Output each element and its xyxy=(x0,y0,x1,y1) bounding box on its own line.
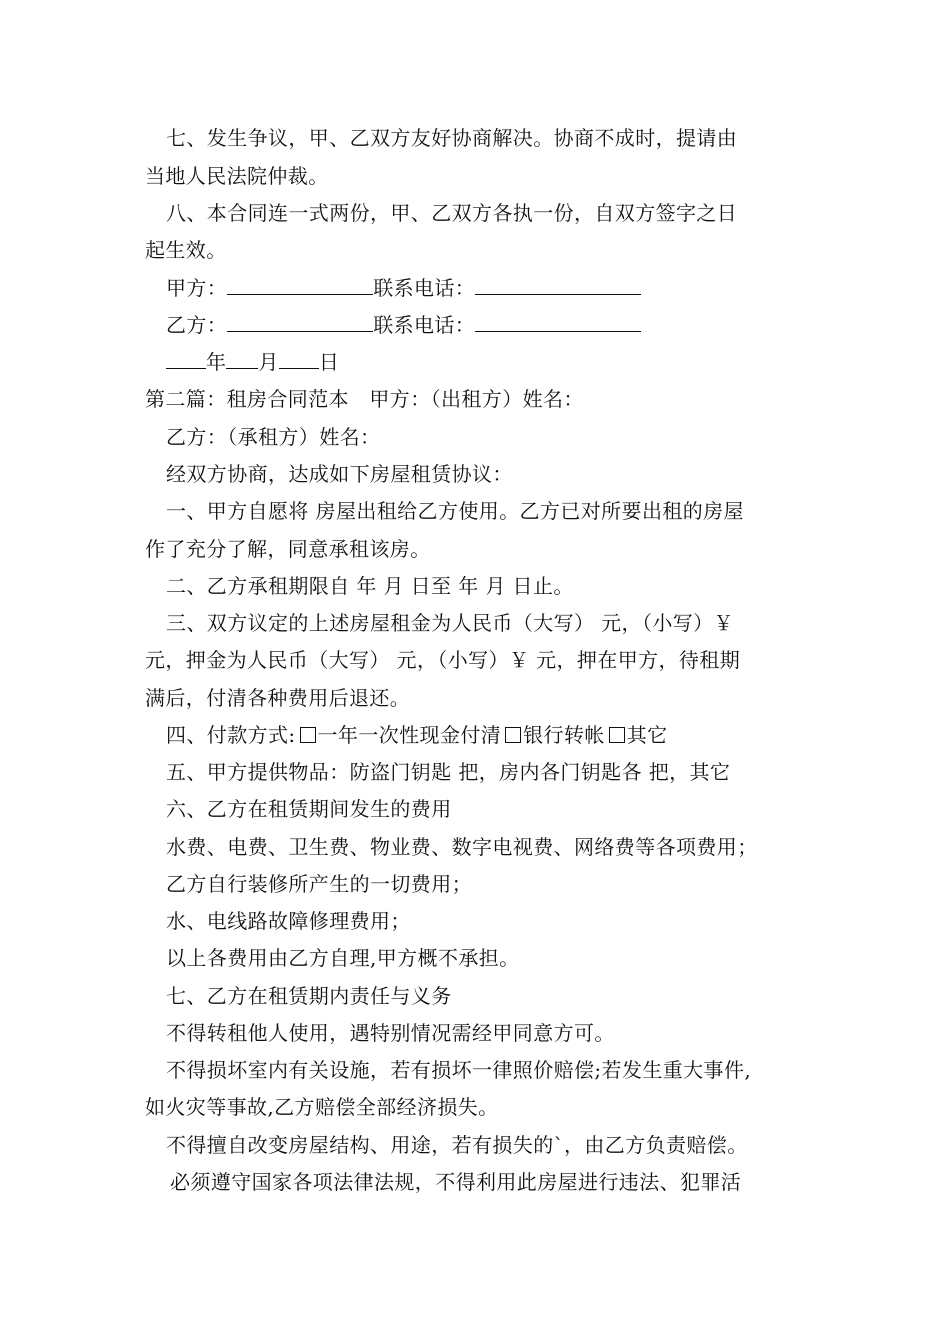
checkbox-other[interactable] xyxy=(609,727,625,743)
clause-8-copies-line1: 八、本合同连一式两份，甲、乙双方各执一份，自双方签字之日 xyxy=(166,201,738,225)
party-b-phone-blank xyxy=(475,313,641,332)
party-a-phone-blank xyxy=(475,276,641,295)
party-b-label: 乙方： xyxy=(166,313,228,337)
clause-7-dispute-line2: 当地人民法院仲裁。 xyxy=(145,164,329,188)
year-label: 年 xyxy=(206,350,227,374)
month-label: 月 xyxy=(258,350,279,374)
clause-3-line1: 三、双方议定的上述房屋租金为人民币（大写） 元，（小写）￥ xyxy=(166,611,734,635)
party-a-label: 甲方： xyxy=(166,276,228,300)
clause-7-dispute-line1: 七、发生争议，甲、乙双方友好协商解决。协商不成时，提请由 xyxy=(166,126,738,150)
option-bank-transfer: 银行转帐 xyxy=(523,723,605,747)
clause-4-payment xyxy=(166,723,836,747)
clause-7-item-4: 必须遵守国家各项法律法规，不得利用此房屋进行违法、犯罪活 xyxy=(170,1170,742,1194)
second-article-title: 第二篇：租房合同范本 甲方：（出租方）姓名： xyxy=(145,387,584,411)
clause-3-line2: 元，押金为人民币（大写） 元，（小写）￥ 元，押在甲方，待租期 xyxy=(145,648,741,672)
clause-7-item-2-line1: 不得损坏室内有关设施，若有损坏一律照价赔偿;若发生重大事件, xyxy=(166,1058,752,1082)
clause-7-item-1: 不得转租他人使用，遇特别情况需经甲同意方可。 xyxy=(166,1021,615,1045)
option-other: 其它 xyxy=(626,723,668,747)
party-a-phone-label: 联系电话： xyxy=(373,276,476,300)
clause-8-copies-line2: 起生效。 xyxy=(145,238,227,262)
clause-6-item-1: 水费、电费、卫生费、物业费、数字电视费、网络费等各项费用； xyxy=(166,835,758,859)
clause-5-items: 五、甲方提供物品：防盗门钥匙 把，房内各门钥匙各 把，其它 xyxy=(166,760,731,784)
clause-6-item-4: 以上各费用由乙方自理,甲方概不承担。 xyxy=(166,946,520,970)
party-a-blank xyxy=(227,276,373,295)
party-a-signature-line xyxy=(166,276,836,300)
day-blank xyxy=(279,350,319,369)
day-label: 日 xyxy=(318,350,340,374)
checkbox-bank-transfer[interactable] xyxy=(505,727,521,743)
checkbox-annual-cash[interactable] xyxy=(300,727,316,743)
year-blank xyxy=(166,350,206,369)
party-b-signature-line xyxy=(166,313,836,337)
option-annual-cash: 一年一次性现金付清 xyxy=(317,723,502,747)
agreement-intro: 经双方协商，达成如下房屋租赁协议： xyxy=(166,462,513,486)
clause-7-item-2-line2: 如火灾等事故,乙方赔偿全部经济损失。 xyxy=(145,1095,499,1119)
clause-1-line2: 作了充分了解，同意承租该房。 xyxy=(145,537,431,561)
payment-label: 四、付款方式: xyxy=(166,723,296,747)
clause-6-item-2: 乙方自行装修所产生的一切费用； xyxy=(166,872,472,896)
clause-2-term: 二、乙方承租期限自 年 月 日至 年 月 日止。 xyxy=(166,574,574,598)
clause-1-line1: 一、甲方自愿将 房屋出租给乙方使用。乙方已对所要出租的房屋 xyxy=(166,499,744,523)
party-b-name-line: 乙方：（承租方）姓名： xyxy=(166,425,381,449)
clause-6-item-3: 水、电线路故障修理费用； xyxy=(166,909,411,933)
clause-6-title: 六、乙方在租赁期间发生的费用 xyxy=(166,797,452,821)
clause-7-item-3: 不得擅自改变房屋结构、用途，若有损失的`，由乙方负责赔偿。 xyxy=(166,1133,748,1157)
party-b-phone-label: 联系电话： xyxy=(373,313,476,337)
party-b-blank xyxy=(227,313,373,332)
clause-3-line3: 满后，付清各种费用后退还。 xyxy=(145,686,411,710)
date-line xyxy=(166,350,836,374)
clause-7-title: 七、乙方在租赁期内责任与义务 xyxy=(166,984,452,1008)
month-blank xyxy=(226,350,258,369)
